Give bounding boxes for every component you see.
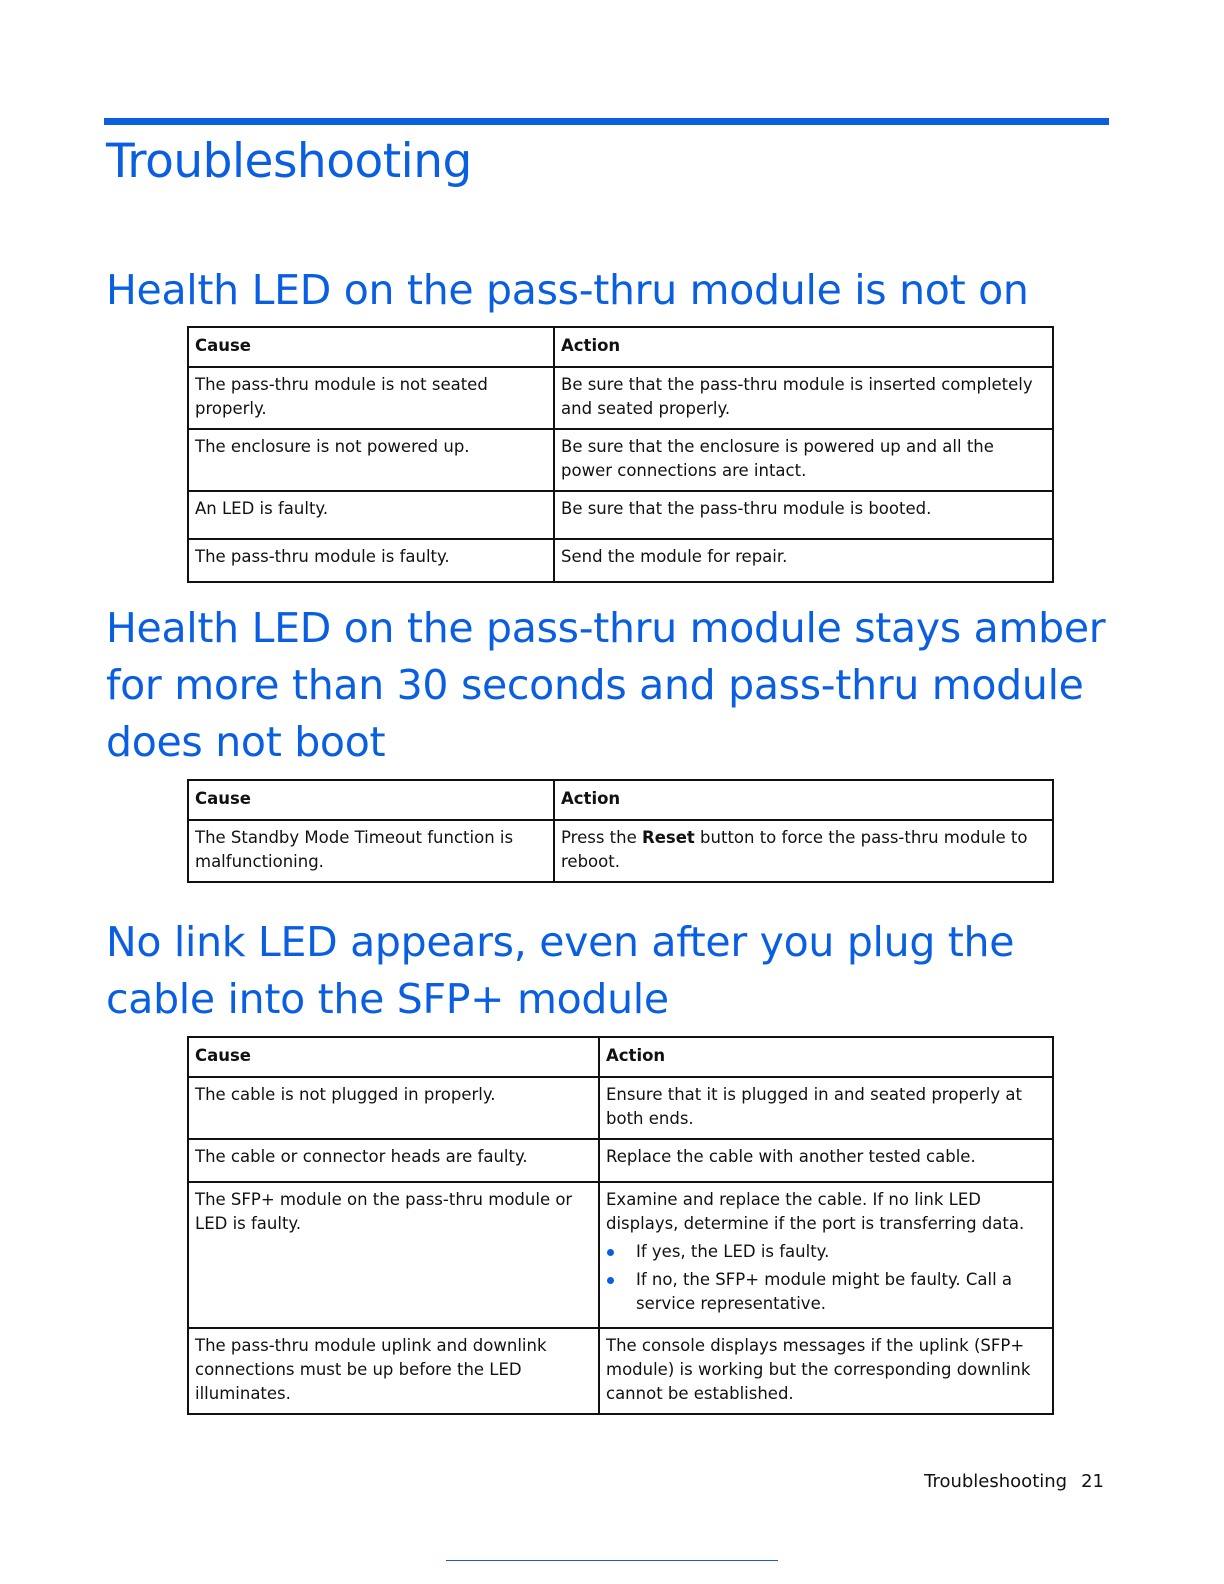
table-row bbox=[188, 1077, 1053, 1139]
reset-button-label: Reset bbox=[642, 828, 695, 847]
action-cell bbox=[599, 1182, 1053, 1328]
list-item bbox=[606, 1268, 1046, 1316]
action-cell: The console displays messages if the uplink (SFP+ module) is working but the corresponding downlink cannot be established. bbox=[599, 1328, 1053, 1414]
section-title-health-led-amber: Health LED on the pass-thru module stays amber for more than 30 seconds and pass-thru module does not boot bbox=[106, 604, 1106, 766]
troubleshooting-table-health-led-not-on bbox=[187, 326, 1054, 583]
action-header: Action bbox=[554, 780, 1053, 820]
action-cell: Replace the cable with another tested cable. bbox=[599, 1139, 1053, 1182]
table-row bbox=[188, 429, 1053, 491]
cause-header: Cause bbox=[188, 327, 554, 367]
table-header-row bbox=[188, 780, 1053, 820]
cause-cell: The pass-thru module is not seated properly. bbox=[188, 367, 554, 429]
table-row bbox=[188, 1139, 1053, 1182]
action-header: Action bbox=[554, 327, 1053, 367]
cause-cell: An LED is faulty. bbox=[188, 491, 554, 539]
cause-cell: The enclosure is not powered up. bbox=[188, 429, 554, 491]
cause-cell: The cable is not plugged in properly. bbox=[188, 1077, 599, 1139]
troubleshooting-table-no-link-led bbox=[187, 1036, 1054, 1415]
bullet-list bbox=[606, 1240, 1046, 1316]
action-cell: Ensure that it is plugged in and seated properly at both ends. bbox=[599, 1077, 1053, 1139]
action-text: Press the bbox=[561, 828, 642, 847]
table-row bbox=[188, 491, 1053, 539]
table-row bbox=[188, 1328, 1053, 1414]
table-row bbox=[188, 820, 1053, 882]
bottom-link-underline bbox=[446, 1560, 778, 1561]
section-title-no-link-led: No link LED appears, even after you plug the cable into the SFP+ module bbox=[106, 918, 1015, 1023]
cause-header: Cause bbox=[188, 780, 554, 820]
bullet-icon bbox=[607, 1249, 614, 1256]
bullet-icon bbox=[607, 1277, 614, 1284]
cause-header: Cause bbox=[188, 1037, 599, 1077]
action-cell: Send the module for repair. bbox=[554, 539, 1053, 582]
action-header: Action bbox=[599, 1037, 1053, 1077]
action-text: Examine and replace the cable. If no link LED displays, determine if the port is transferring data. bbox=[606, 1190, 1025, 1233]
table-row bbox=[188, 539, 1053, 582]
section-title-health-led-not-on: Health LED on the pass-thru module is not on bbox=[106, 266, 1029, 314]
footer-section-name: Troubleshooting bbox=[924, 1471, 1068, 1492]
list-item bbox=[606, 1240, 1046, 1264]
action-cell: Be sure that the pass-thru module is inserted completely and seated properly. bbox=[554, 367, 1053, 429]
page-number: 21 bbox=[1081, 1471, 1104, 1492]
cause-cell: The cable or connector heads are faulty. bbox=[188, 1139, 599, 1182]
list-item-text: If no, the SFP+ module might be faulty. Call a service representative. bbox=[636, 1270, 1013, 1313]
page-footer bbox=[924, 1471, 1104, 1492]
action-cell bbox=[554, 820, 1053, 882]
action-cell: Be sure that the pass-thru module is booted. bbox=[554, 491, 1053, 539]
cause-cell: The pass-thru module uplink and downlink connections must be up before the LED illuminates. bbox=[188, 1328, 599, 1414]
table-row bbox=[188, 367, 1053, 429]
cause-cell: The Standby Mode Timeout function is malfunctioning. bbox=[188, 820, 554, 882]
cause-cell: The SFP+ module on the pass-thru module or LED is faulty. bbox=[188, 1182, 599, 1328]
list-item-text: If yes, the LED is faulty. bbox=[636, 1242, 830, 1261]
table-row bbox=[188, 1182, 1053, 1328]
table-header-row bbox=[188, 327, 1053, 367]
chapter-rule bbox=[104, 118, 1109, 125]
action-text: button to force the pass-thru module to reboot. bbox=[561, 828, 1028, 871]
table-header-row bbox=[188, 1037, 1053, 1077]
troubleshooting-table-health-led-amber bbox=[187, 779, 1054, 883]
chapter-title: Troubleshooting bbox=[106, 134, 472, 189]
action-cell: Be sure that the enclosure is powered up and all the power connections are intact. bbox=[554, 429, 1053, 491]
cause-cell: The pass-thru module is faulty. bbox=[188, 539, 554, 582]
